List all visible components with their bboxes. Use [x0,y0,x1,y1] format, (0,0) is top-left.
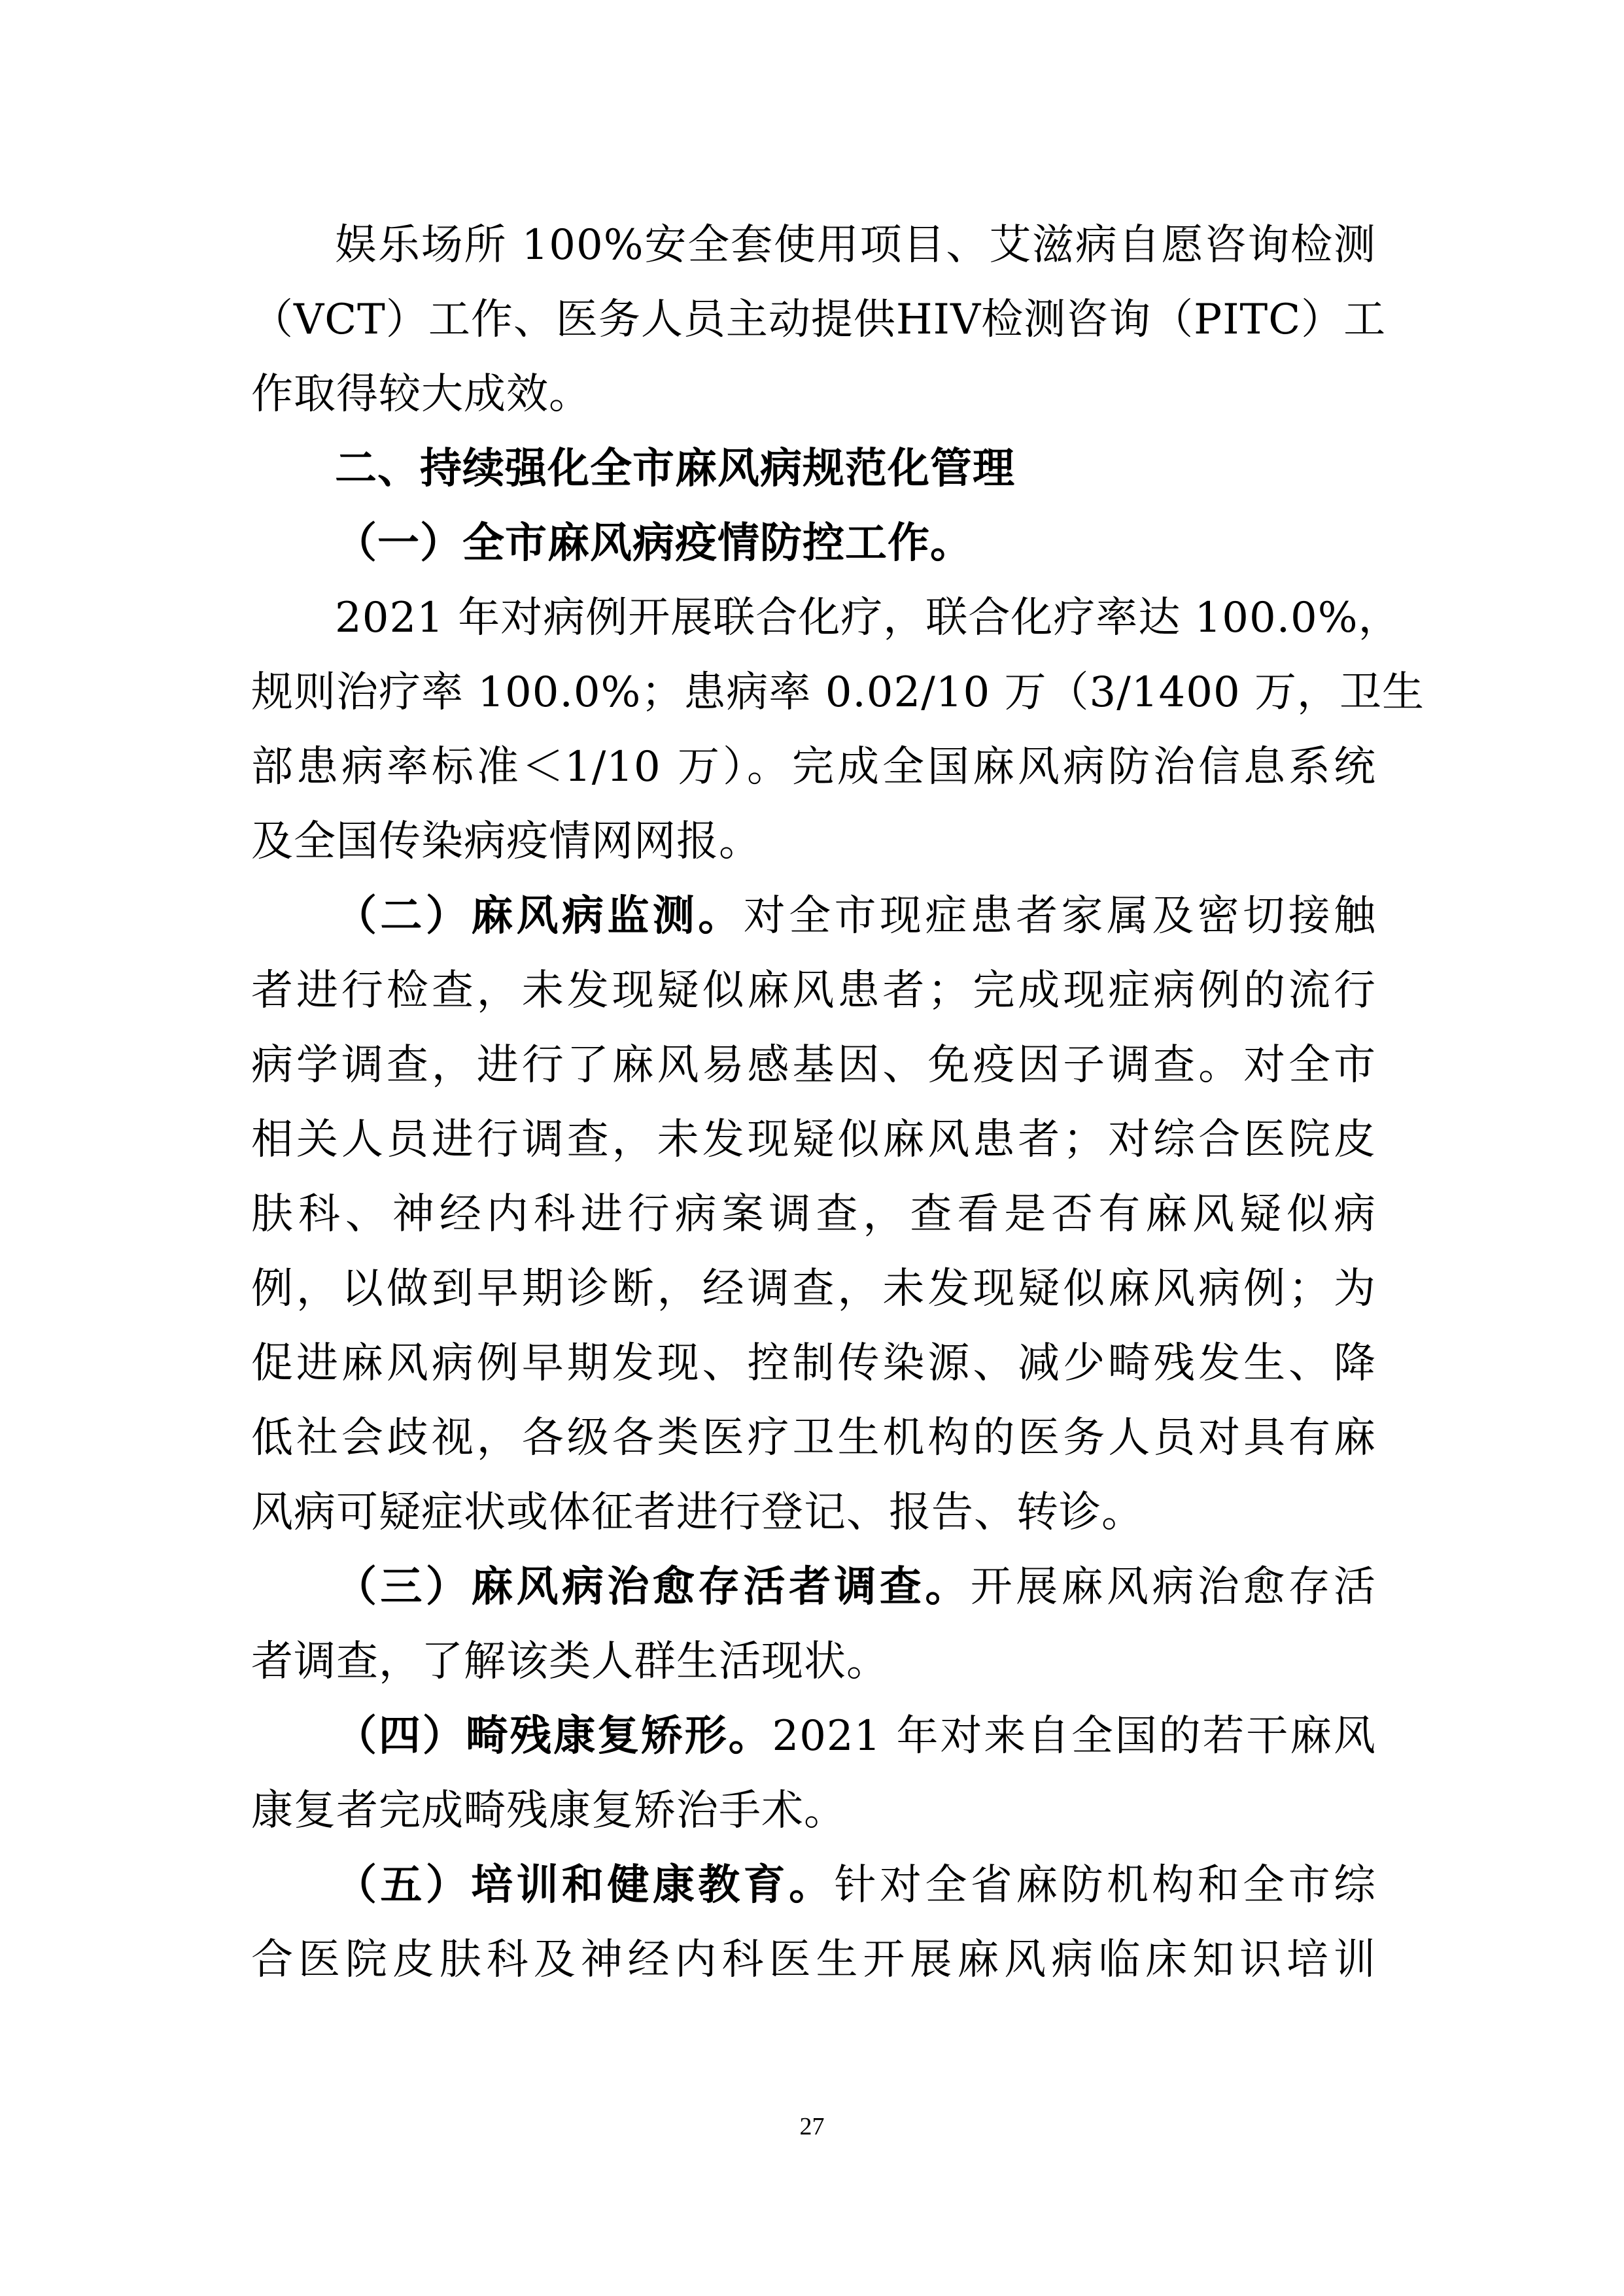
text-line: 低社会歧视，各级各类医疗卫生机构的医务人员对具有麻 [251,1414,1376,1462]
page-number: 27 [799,2113,825,2140]
subsection-heading: （二）麻风病监测。 [335,892,744,940]
subsection-heading: （四）畸残康复矫形。 [335,1712,772,1760]
paragraph-line [251,1550,1376,1624]
subsection-heading: （三）麻风病治愈存活者调查。 [335,1563,971,1611]
body-text [251,208,1425,1997]
text-line: 促进麻风病例早期发现、控制传染源、减少畸残发生、降 [251,1339,1376,1388]
subsection-heading: （一）全市麻风病疫情防控工作。 [335,519,973,568]
text-line: （VCT）工作、医务人员主动提供HIV检测咨询（PITC）工 [251,296,1387,344]
text-run: 开展麻风病治愈存活 [970,1563,1377,1611]
text-run: 2021 年对来自全国的若干麻风 [772,1712,1377,1760]
text-line: 合医院皮肤科及神经内科医生开展麻风病临床知识培训 [251,1936,1376,1984]
paragraph-line [251,1699,1376,1773]
subsection-heading: （五）培训和健康教育。 [335,1861,835,1910]
text-line: 病学调查，进行了麻风易感基因、免疫因子调查。对全市 [251,1041,1376,1089]
text-line: 者进行检查，未发现疑似麻风患者；完成现症病例的流行 [251,967,1376,1015]
paragraph-line [251,1848,1376,1923]
text-line: 康复者完成畸残康复矫治手术。 [251,1787,846,1835]
section-heading: 二、持续强化全市麻风病规范化管理 [335,445,1015,493]
text-line: 例，以做到早期诊断，经调查，未发现疑似麻风病例；为 [251,1265,1376,1313]
text-line: 规则治疗率 100.0%；患病率 0.02/10 万（3/1400 万，卫生 [251,668,1425,717]
text-run: 针对全省麻防机构和全市综 [834,1861,1376,1910]
text-run: 对全市现症患者家属及密切接触 [743,892,1377,940]
text-line: 部患病率标准＜1/10 万）。完成全国麻风病防治信息系统 [251,743,1376,791]
text-line: 娱乐场所 100%安全套使用项目、艾滋病自愿咨询检测 [335,221,1376,269]
text-line: 及全国传染病疫情网网报。 [251,817,761,866]
paragraph-line [251,879,1376,953]
text-line: 作取得较大成效。 [251,370,591,419]
text-line: 肤科、神经内科进行病案调查，查看是否有麻风疑似病 [251,1190,1376,1239]
text-line: 风病可疑症状或体征者进行登记、报告、转诊。 [251,1488,1144,1537]
text-line: 2021 年对病例开展联合化疗，联合化疗率达 100.0%， [335,594,1401,642]
text-line: 者调查，了解该类人群生活现状。 [251,1637,889,1686]
text-line: 相关人员进行调查，未发现疑似麻风患者；对综合医院皮 [251,1116,1376,1164]
